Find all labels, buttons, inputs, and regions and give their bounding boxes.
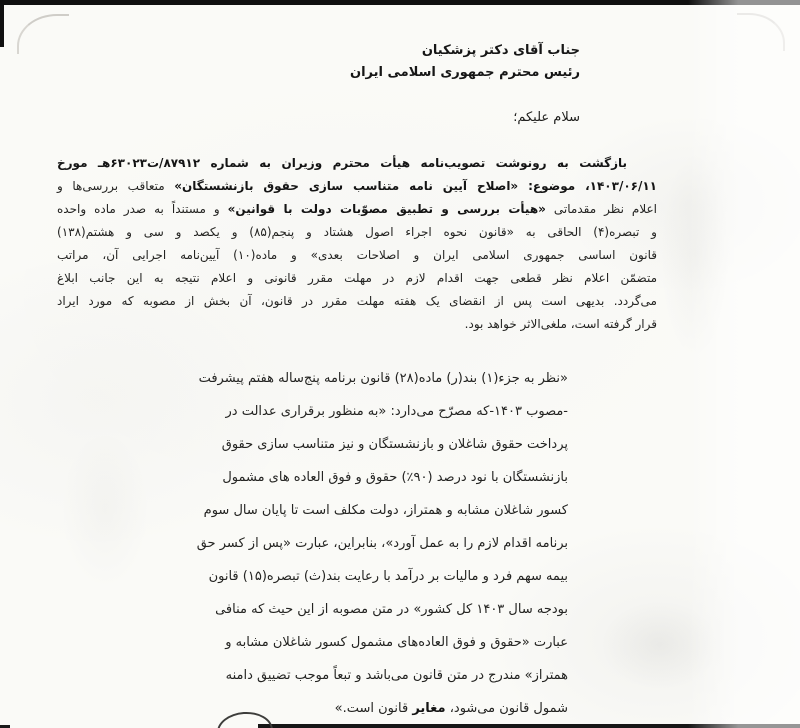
text-line: کسور شاغلان مشابه و همتراز، دولت مکلف است تا پایان سال سوم xyxy=(203,503,568,518)
text-segment: قانون است.» xyxy=(334,701,413,716)
scan-edge-artifact-left xyxy=(0,0,4,47)
text-line: قانون اساسی جمهوری اسلامی ایران و اصلاحات بعدی» و ماده(۱۰) آیین‌نامه اجرایی آن، مراتب xyxy=(57,248,657,262)
text-segment: شمول قانون می‌شود، xyxy=(445,701,568,716)
emphasized-text: مغایر xyxy=(412,701,446,716)
text-line: «نظر به جزء(۱) بند(ر) ماده(۲۸) قانون برنامه پنج‌ساله هفتم پیشرفت xyxy=(198,371,568,386)
text-line xyxy=(57,152,657,175)
page-right-edge-shading xyxy=(688,0,800,728)
scan-smudge xyxy=(600,600,720,690)
text-segment: اعلام نظر مقدماتی xyxy=(545,202,657,216)
scan-edge-artifact-top xyxy=(0,0,800,5)
quoted-legal-text-block xyxy=(176,362,568,725)
letter-recipient-block xyxy=(350,40,580,84)
text-line: -مصوب ۱۴۰۳-که مصرّح می‌دارد: «به منظور برقراری عدالت در xyxy=(225,404,568,419)
scan-smudge xyxy=(660,150,730,360)
text-line: عبارت «حقوق و فوق العاده‌های مشمول کسور شاغلان مشابه و xyxy=(225,635,568,650)
emphasized-text: ۱۴۰۳/۰۶/۱۱، موضوع: «اصلاح آیین نامه متناسب سازی حقوق بازنشستگان» xyxy=(174,179,657,193)
text-line: قرار گرفته است، ملغی‌الاثر خواهد بود. xyxy=(464,317,657,331)
text-line: می‌گردد. بدیهی است پس از انقضای یک هفته مهلت مقرر در قانون، آن بخش از مصوبه که مورد ایراد xyxy=(57,294,657,308)
page-curl-mark-top-left xyxy=(17,14,69,54)
text-line xyxy=(57,198,657,221)
text-line: و تبصره(۴) الحاقی به «قانون نحوه اجراء اصول هشتاد و پنجم(۸۵) و یکصد و سی و هشتم(۱۳۸) xyxy=(57,225,657,239)
text-line: بودجه سال ۱۴۰۳ کل کشور» در متن مصوبه از این حیث که منافی xyxy=(215,602,568,617)
greeting-text: سلام علیکم؛ xyxy=(513,110,580,125)
text-segment: متعاقب بررسی‌ها و xyxy=(57,179,175,193)
page-curl-mark-top-right xyxy=(737,13,785,51)
scan-smudge xyxy=(60,430,150,590)
recipient-name: جناب آقای دکتر پزشکیان xyxy=(421,43,580,58)
emphasized-text: «هیأت بررسی و تطبیق مصوّبات دولت با قوانین» xyxy=(227,202,546,216)
text-line: متضمّن اعلام نظر قطعی جهت اقدام لازم در مهلت مقرر قانونی و اعلام نتیجه به این جانب ابلاغ xyxy=(57,271,657,285)
text-line: پرداخت حقوق شاغلان و بازنشستگان و نیز متناسب سازی حقوق xyxy=(221,437,568,452)
text-segment: و مستنداً به صدر ماده واحده xyxy=(57,202,228,216)
text-line: همتراز» مندرج در متن قانون می‌باشد و تبعاً موجب تضییق دامنه xyxy=(225,668,568,683)
text-line: برنامه اقدام لازم را به عمل آورد»، بنابراین، عبارت «پس از کسر حق xyxy=(196,536,568,551)
recipient-title: رئیس محترم جمهوری اسلامی ایران xyxy=(350,65,580,80)
text-line: بازنشستگان با نود درصد (۹۰٪) حقوق و فوق العاده های مشمول xyxy=(222,470,568,485)
text-line xyxy=(57,175,657,198)
letter-body-paragraph xyxy=(57,152,657,336)
emphasized-text: بازگشت به رونوشت تصویب‌نامه هیأت محترم وزیران به شماره ۸۷۹۱۲/ت۶۳۰۲۳هـ مورخ xyxy=(57,156,628,170)
text-line: بیمه سهم فرد و مالیات بر درآمد با رعایت بند(ث) تبصره(۱۵) قانون xyxy=(208,569,568,584)
